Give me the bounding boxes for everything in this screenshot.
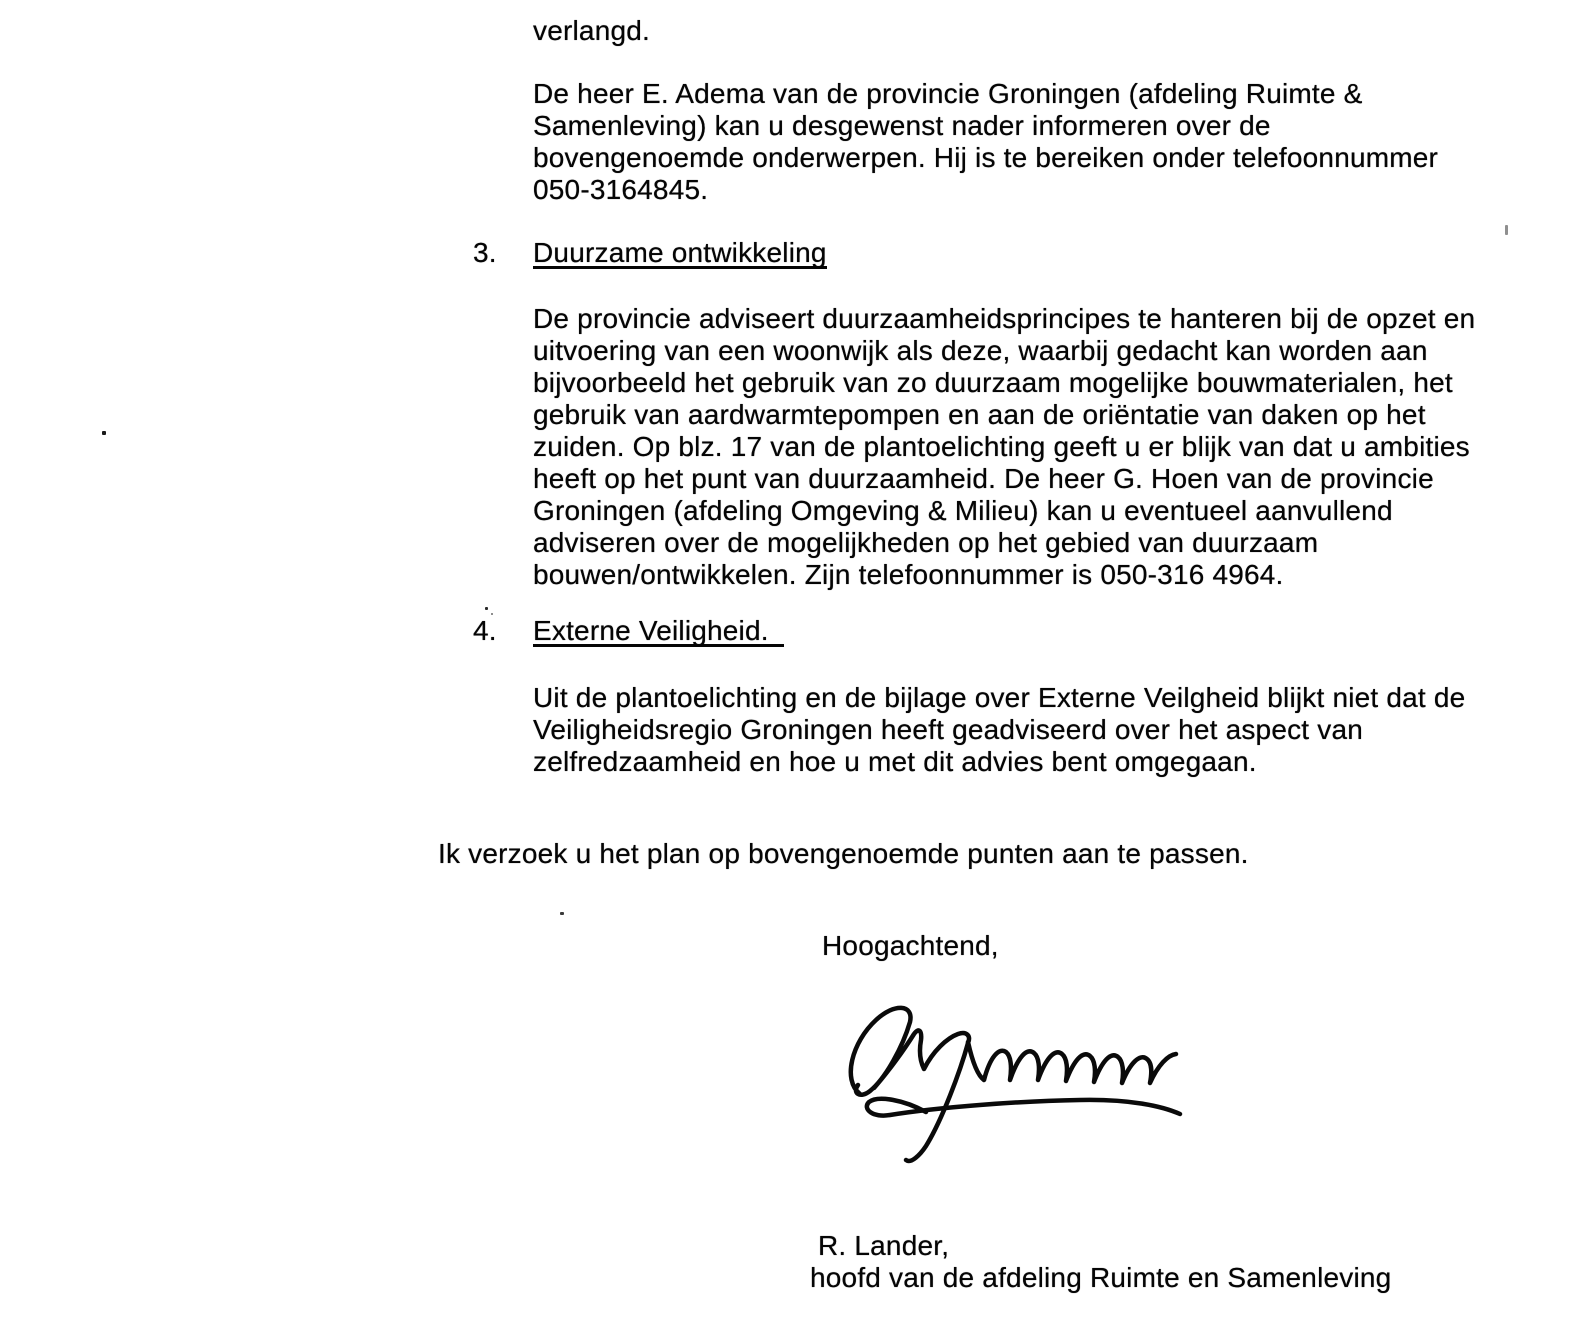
text-line: Veiligheidsregio Groningen heeft geadviseerd over het aspect van <box>533 714 1364 745</box>
scan-speck-above-item4-b <box>491 613 493 615</box>
contact-paragraph <box>533 78 1438 206</box>
section-3-number: 3. <box>473 237 497 268</box>
text-line: De provincie adviseert duurzaamheidsprincipes te hanteren bij de opzet en <box>533 303 1476 334</box>
signer-title: hoofd van de afdeling Ruimte en Samenleving <box>810 1262 1392 1293</box>
text-line: Groningen (afdeling Omgeving & Milieu) kan u eventueel aanvullend <box>533 495 1393 526</box>
section-3-body <box>533 303 1475 591</box>
text-line: gebruik van aardwarmtepompen en aan de oriëntatie van daken op het <box>533 399 1426 430</box>
section-3-heading <box>533 237 827 269</box>
handwritten-signature <box>828 990 1208 1185</box>
text-line: heeft op het punt van duurzaamheid. De heer G. Hoen van de provincie <box>533 463 1434 494</box>
scan-speck-right <box>1505 225 1508 235</box>
section-4-number: 4. <box>473 615 497 646</box>
text-line: uitvoering van een woonwijk als deze, waarbij gedacht kan worden aan <box>533 335 1428 366</box>
text-line: 050-3164845. <box>533 174 709 205</box>
section-3-heading-text: Duurzame ontwikkeling <box>533 237 827 268</box>
text-line: bouwen/ontwikkelen. Zijn telefoonnummer is 050-316 4964. <box>533 559 1284 590</box>
text-line: zuiden. Op blz. 17 van de plantoelichting geeft u er blijk van dat u ambities <box>533 431 1470 462</box>
intro-fragment: verlangd. <box>533 15 650 46</box>
text-line: bijvoorbeeld het gebruik van zo duurzaam mogelijke bouwmaterialen, het <box>533 367 1453 398</box>
text-line: Samenleving) kan u desgewenst nader informeren over de <box>533 110 1271 141</box>
signer-name: R. Lander, <box>818 1230 950 1261</box>
text-line: bovengenoemde onderwerpen. Hij is te bereiken onder telefoonnummer <box>533 142 1439 173</box>
signature-stroke-waves <box>968 1042 1176 1083</box>
request-line: Ik verzoek u het plan op bovengenoemde punten aan te passen. <box>438 838 1249 869</box>
text-line: Uit de plantoelichting en de bijlage over Externe Veilgheid blijkt niet dat de <box>533 682 1466 713</box>
scan-speck-above-item4-a <box>485 607 488 610</box>
section-4-heading <box>533 615 784 647</box>
salutation: Hoogachtend, <box>822 930 999 961</box>
scan-speck-mid <box>560 912 564 915</box>
scan-speck-left <box>102 431 106 435</box>
text-line: adviseren over de mogelijkheden op het gebied van duurzaam <box>533 527 1319 558</box>
signature-stroke-underline <box>867 1099 1180 1116</box>
text-line: De heer E. Adema van de provincie Groningen (afdeling Ruimte & <box>533 78 1363 109</box>
signature-stroke-initial <box>851 1008 969 1161</box>
section-4-body <box>533 682 1465 778</box>
section-4-heading-text: Externe Veiligheid. <box>533 618 784 647</box>
text-line: zelfredzaamheid en hoe u met dit advies bent omgegaan. <box>533 746 1257 777</box>
